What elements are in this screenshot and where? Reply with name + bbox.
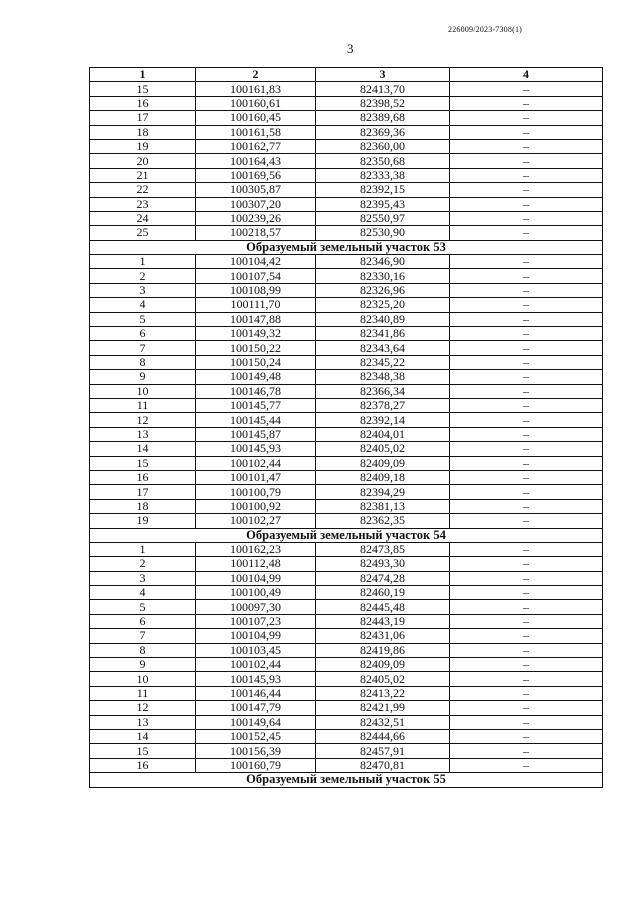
point-number-cell: 4 <box>90 586 196 600</box>
x-coordinate-cell: 100160,61 <box>196 96 316 110</box>
y-coordinate-cell: 82405,02 <box>316 672 450 686</box>
y-coordinate-cell: 82445,48 <box>316 600 450 614</box>
note-cell: – <box>450 514 603 528</box>
y-coordinate-cell: 82413,70 <box>316 82 450 96</box>
x-coordinate-cell: 100145,93 <box>196 442 316 456</box>
y-coordinate-cell: 82398,52 <box>316 96 450 110</box>
y-coordinate-cell: 82345,22 <box>316 355 450 369</box>
table-row <box>90 111 603 125</box>
note-cell: – <box>450 600 603 614</box>
point-number-cell: 9 <box>90 370 196 384</box>
table-row <box>90 614 603 628</box>
table-row <box>90 298 603 312</box>
y-coordinate-cell: 82550,97 <box>316 211 450 225</box>
point-number-cell: 11 <box>90 398 196 412</box>
page-number: 3 <box>347 41 354 56</box>
table-row <box>90 542 603 556</box>
table-row <box>90 758 603 772</box>
point-number-cell: 19 <box>90 139 196 153</box>
table-row <box>90 398 603 412</box>
x-coordinate-cell: 100162,23 <box>196 542 316 556</box>
point-number-cell: 24 <box>90 211 196 225</box>
point-number-cell: 5 <box>90 600 196 614</box>
note-cell: – <box>450 413 603 427</box>
note-cell: – <box>450 168 603 182</box>
x-coordinate-cell: 100239,26 <box>196 211 316 225</box>
document-id: 226009/2023-7308(1) <box>448 25 523 34</box>
point-number-cell: 14 <box>90 442 196 456</box>
note-cell: – <box>450 701 603 715</box>
y-coordinate-cell: 82350,68 <box>316 154 450 168</box>
table-row <box>90 341 603 355</box>
note-cell: – <box>450 686 603 700</box>
y-coordinate-cell: 82394,29 <box>316 485 450 499</box>
table-row <box>90 139 603 153</box>
point-number-cell: 19 <box>90 514 196 528</box>
point-number-cell: 7 <box>90 341 196 355</box>
table-row <box>90 183 603 197</box>
table-row <box>90 226 603 240</box>
point-number-cell: 9 <box>90 658 196 672</box>
note-cell: – <box>450 485 603 499</box>
table-row <box>90 427 603 441</box>
note-cell: – <box>450 729 603 743</box>
x-coordinate-cell: 100104,99 <box>196 571 316 585</box>
note-cell: – <box>450 283 603 297</box>
y-coordinate-cell: 82395,43 <box>316 197 450 211</box>
note-cell: – <box>450 384 603 398</box>
table-row <box>90 600 603 614</box>
x-coordinate-cell: 100108,99 <box>196 283 316 297</box>
y-coordinate-cell: 82333,38 <box>316 168 450 182</box>
point-number-cell: 2 <box>90 269 196 283</box>
table-row <box>90 658 603 672</box>
table-row <box>90 283 603 297</box>
y-coordinate-cell: 82330,16 <box>316 269 450 283</box>
point-number-cell: 3 <box>90 571 196 585</box>
point-number-cell: 10 <box>90 672 196 686</box>
note-cell: – <box>450 499 603 513</box>
x-coordinate-cell: 100149,48 <box>196 370 316 384</box>
x-coordinate-cell: 100164,43 <box>196 154 316 168</box>
column-header: 3 <box>316 68 450 82</box>
y-coordinate-cell: 82405,02 <box>316 442 450 456</box>
x-coordinate-cell: 100145,87 <box>196 427 316 441</box>
x-coordinate-cell: 100107,23 <box>196 614 316 628</box>
table-row <box>90 686 603 700</box>
y-coordinate-cell: 82392,14 <box>316 413 450 427</box>
point-number-cell: 17 <box>90 111 196 125</box>
table-row <box>90 571 603 585</box>
section-title: Образуемый земельный участок 53 <box>90 240 603 254</box>
table-row <box>90 514 603 528</box>
y-coordinate-cell: 82457,91 <box>316 744 450 758</box>
point-number-cell: 13 <box>90 715 196 729</box>
point-number-cell: 21 <box>90 168 196 182</box>
y-coordinate-cell: 82346,90 <box>316 255 450 269</box>
table-row <box>90 355 603 369</box>
table-row <box>90 715 603 729</box>
y-coordinate-cell: 82421,99 <box>316 701 450 715</box>
note-cell: – <box>450 542 603 556</box>
table-row <box>90 643 603 657</box>
y-coordinate-cell: 82389,68 <box>316 111 450 125</box>
point-number-cell: 15 <box>90 744 196 758</box>
note-cell: – <box>450 571 603 585</box>
point-number-cell: 2 <box>90 557 196 571</box>
table-row <box>90 413 603 427</box>
point-number-cell: 18 <box>90 499 196 513</box>
point-number-cell: 1 <box>90 255 196 269</box>
table-row <box>90 82 603 96</box>
note-cell: – <box>450 672 603 686</box>
table-row <box>90 729 603 743</box>
note-cell: – <box>450 341 603 355</box>
x-coordinate-cell: 100147,79 <box>196 701 316 715</box>
x-coordinate-cell: 100161,58 <box>196 125 316 139</box>
x-coordinate-cell: 100161,83 <box>196 82 316 96</box>
point-number-cell: 22 <box>90 183 196 197</box>
note-cell: – <box>450 312 603 326</box>
table-row <box>90 672 603 686</box>
note-cell: – <box>450 758 603 772</box>
note-cell: – <box>450 211 603 225</box>
x-coordinate-cell: 100107,54 <box>196 269 316 283</box>
point-number-cell: 3 <box>90 283 196 297</box>
x-coordinate-cell: 100146,78 <box>196 384 316 398</box>
section-title-row <box>90 773 603 787</box>
y-coordinate-cell: 82460,19 <box>316 586 450 600</box>
note-cell: – <box>450 298 603 312</box>
note-cell: – <box>450 370 603 384</box>
table-row <box>90 312 603 326</box>
x-coordinate-cell: 100102,27 <box>196 514 316 528</box>
note-cell: – <box>450 427 603 441</box>
y-coordinate-cell: 82474,28 <box>316 571 450 585</box>
y-coordinate-cell: 82443,19 <box>316 614 450 628</box>
point-number-cell: 14 <box>90 729 196 743</box>
y-coordinate-cell: 82419,86 <box>316 643 450 657</box>
note-cell: – <box>450 125 603 139</box>
note-cell: – <box>450 327 603 341</box>
x-coordinate-cell: 100147,88 <box>196 312 316 326</box>
y-coordinate-cell: 82366,34 <box>316 384 450 398</box>
note-cell: – <box>450 154 603 168</box>
table-row <box>90 701 603 715</box>
x-coordinate-cell: 100145,44 <box>196 413 316 427</box>
x-coordinate-cell: 100111,70 <box>196 298 316 312</box>
y-coordinate-cell: 82409,09 <box>316 658 450 672</box>
x-coordinate-cell: 100305,87 <box>196 183 316 197</box>
x-coordinate-cell: 100104,99 <box>196 629 316 643</box>
y-coordinate-cell: 82493,30 <box>316 557 450 571</box>
note-cell: – <box>450 456 603 470</box>
point-number-cell: 5 <box>90 312 196 326</box>
table-row <box>90 470 603 484</box>
y-coordinate-cell: 82378,27 <box>316 398 450 412</box>
x-coordinate-cell: 100146,44 <box>196 686 316 700</box>
note-cell: – <box>450 139 603 153</box>
table-row <box>90 744 603 758</box>
table-header-row <box>90 68 603 82</box>
y-coordinate-cell: 82392,15 <box>316 183 450 197</box>
x-coordinate-cell: 100169,56 <box>196 168 316 182</box>
table-row <box>90 586 603 600</box>
note-cell: – <box>450 183 603 197</box>
point-number-cell: 8 <box>90 355 196 369</box>
note-cell: – <box>450 355 603 369</box>
table-row <box>90 499 603 513</box>
y-coordinate-cell: 82343,64 <box>316 341 450 355</box>
section-title-row <box>90 528 603 542</box>
point-number-cell: 23 <box>90 197 196 211</box>
x-coordinate-cell: 100145,93 <box>196 672 316 686</box>
column-header: 1 <box>90 68 196 82</box>
note-cell: – <box>450 269 603 283</box>
table-row <box>90 485 603 499</box>
x-coordinate-cell: 100101,47 <box>196 470 316 484</box>
x-coordinate-cell: 100104,42 <box>196 255 316 269</box>
x-coordinate-cell: 100100,79 <box>196 485 316 499</box>
y-coordinate-cell: 82341,86 <box>316 327 450 341</box>
table-row <box>90 557 603 571</box>
x-coordinate-cell: 100162,77 <box>196 139 316 153</box>
note-cell: – <box>450 744 603 758</box>
note-cell: – <box>450 614 603 628</box>
section-title-row <box>90 240 603 254</box>
note-cell: – <box>450 197 603 211</box>
table-row <box>90 197 603 211</box>
x-coordinate-cell: 100145,77 <box>196 398 316 412</box>
point-number-cell: 1 <box>90 542 196 556</box>
note-cell: – <box>450 658 603 672</box>
y-coordinate-cell: 82470,81 <box>316 758 450 772</box>
coordinates-table <box>89 67 603 788</box>
x-coordinate-cell: 100102,44 <box>196 456 316 470</box>
point-number-cell: 6 <box>90 614 196 628</box>
x-coordinate-cell: 100149,32 <box>196 327 316 341</box>
column-header: 2 <box>196 68 316 82</box>
point-number-cell: 13 <box>90 427 196 441</box>
x-coordinate-cell: 100150,24 <box>196 355 316 369</box>
y-coordinate-cell: 82362,35 <box>316 514 450 528</box>
note-cell: – <box>450 586 603 600</box>
point-number-cell: 15 <box>90 82 196 96</box>
section-title: Образуемый земельный участок 55 <box>90 773 603 787</box>
note-cell: – <box>450 629 603 643</box>
point-number-cell: 12 <box>90 701 196 715</box>
note-cell: – <box>450 255 603 269</box>
y-coordinate-cell: 82326,96 <box>316 283 450 297</box>
point-number-cell: 17 <box>90 485 196 499</box>
table-row <box>90 125 603 139</box>
table-row <box>90 168 603 182</box>
table-row <box>90 96 603 110</box>
point-number-cell: 4 <box>90 298 196 312</box>
y-coordinate-cell: 82409,09 <box>316 456 450 470</box>
note-cell: – <box>450 82 603 96</box>
x-coordinate-cell: 100160,45 <box>196 111 316 125</box>
point-number-cell: 7 <box>90 629 196 643</box>
x-coordinate-cell: 100152,45 <box>196 729 316 743</box>
y-coordinate-cell: 82369,36 <box>316 125 450 139</box>
table-row <box>90 629 603 643</box>
x-coordinate-cell: 100218,57 <box>196 226 316 240</box>
coordinates-table-body <box>90 68 603 788</box>
column-header: 4 <box>450 68 603 82</box>
x-coordinate-cell: 100149,64 <box>196 715 316 729</box>
note-cell: – <box>450 715 603 729</box>
section-title: Образуемый земельный участок 54 <box>90 528 603 542</box>
table-row <box>90 442 603 456</box>
x-coordinate-cell: 100156,39 <box>196 744 316 758</box>
note-cell: – <box>450 470 603 484</box>
point-number-cell: 18 <box>90 125 196 139</box>
x-coordinate-cell: 100307,20 <box>196 197 316 211</box>
x-coordinate-cell: 100150,22 <box>196 341 316 355</box>
y-coordinate-cell: 82431,06 <box>316 629 450 643</box>
note-cell: – <box>450 442 603 456</box>
note-cell: – <box>450 111 603 125</box>
point-number-cell: 20 <box>90 154 196 168</box>
x-coordinate-cell: 100102,44 <box>196 658 316 672</box>
note-cell: – <box>450 398 603 412</box>
point-number-cell: 12 <box>90 413 196 427</box>
x-coordinate-cell: 100097,30 <box>196 600 316 614</box>
table-row <box>90 154 603 168</box>
x-coordinate-cell: 100160,79 <box>196 758 316 772</box>
x-coordinate-cell: 100100,49 <box>196 586 316 600</box>
point-number-cell: 25 <box>90 226 196 240</box>
y-coordinate-cell: 82381,13 <box>316 499 450 513</box>
table-row <box>90 456 603 470</box>
point-number-cell: 11 <box>90 686 196 700</box>
y-coordinate-cell: 82340,89 <box>316 312 450 326</box>
y-coordinate-cell: 82409,18 <box>316 470 450 484</box>
y-coordinate-cell: 82325,20 <box>316 298 450 312</box>
y-coordinate-cell: 82530,90 <box>316 226 450 240</box>
y-coordinate-cell: 82432,51 <box>316 715 450 729</box>
y-coordinate-cell: 82444,66 <box>316 729 450 743</box>
note-cell: – <box>450 557 603 571</box>
table-row <box>90 327 603 341</box>
table-row <box>90 211 603 225</box>
point-number-cell: 6 <box>90 327 196 341</box>
point-number-cell: 15 <box>90 456 196 470</box>
x-coordinate-cell: 100100,92 <box>196 499 316 513</box>
note-cell: – <box>450 643 603 657</box>
y-coordinate-cell: 82473,85 <box>316 542 450 556</box>
table-row <box>90 269 603 283</box>
y-coordinate-cell: 82348,38 <box>316 370 450 384</box>
point-number-cell: 16 <box>90 96 196 110</box>
point-number-cell: 10 <box>90 384 196 398</box>
note-cell: – <box>450 96 603 110</box>
table-row <box>90 255 603 269</box>
point-number-cell: 16 <box>90 470 196 484</box>
x-coordinate-cell: 100112,48 <box>196 557 316 571</box>
note-cell: – <box>450 226 603 240</box>
y-coordinate-cell: 82404,01 <box>316 427 450 441</box>
y-coordinate-cell: 82360,00 <box>316 139 450 153</box>
y-coordinate-cell: 82413,22 <box>316 686 450 700</box>
point-number-cell: 8 <box>90 643 196 657</box>
point-number-cell: 16 <box>90 758 196 772</box>
table-row <box>90 370 603 384</box>
table-row <box>90 384 603 398</box>
x-coordinate-cell: 100103,45 <box>196 643 316 657</box>
